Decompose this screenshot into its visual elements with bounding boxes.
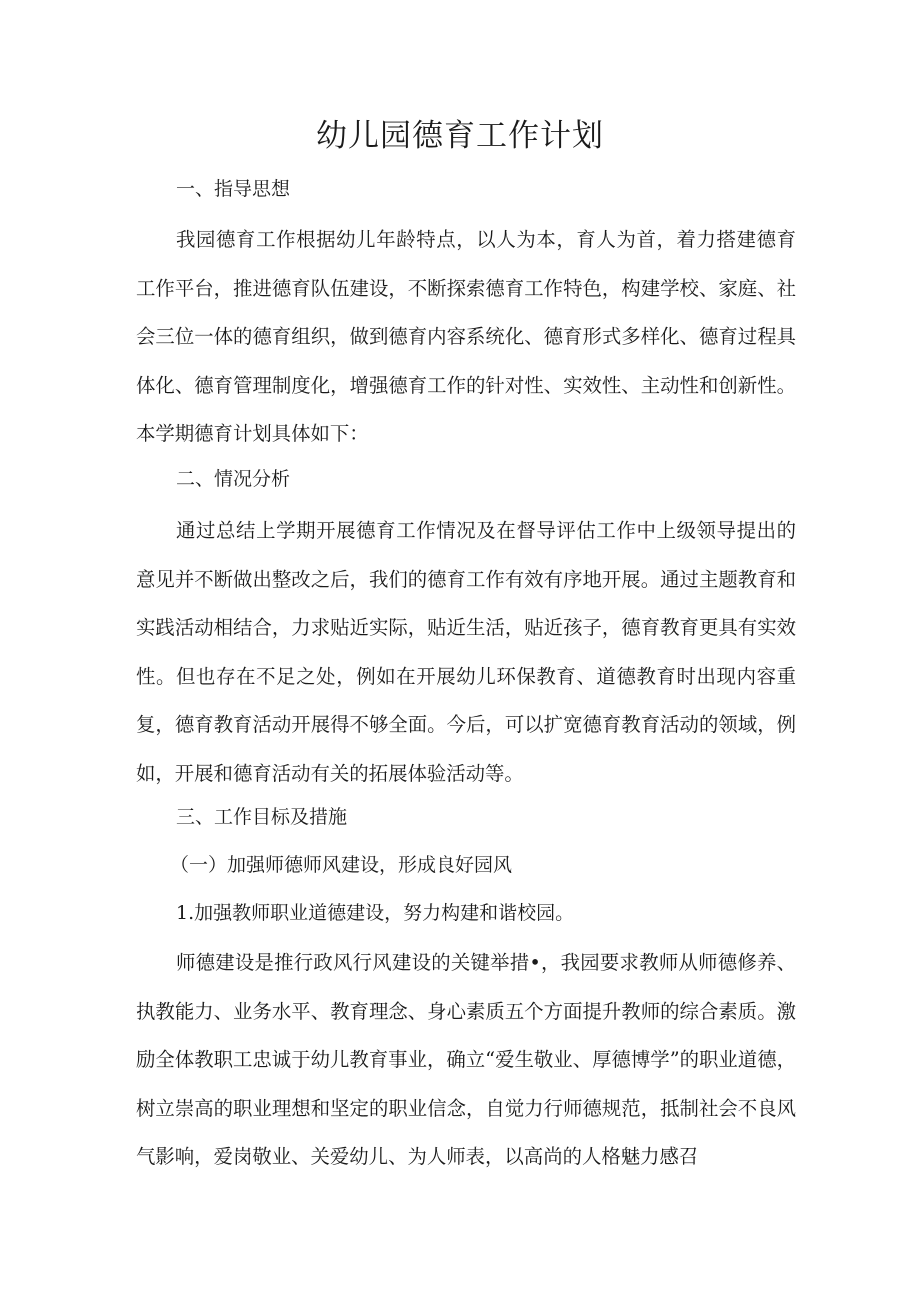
section-heading-goals-and-measures: 三、工作目标及措施 [176,806,348,828]
subsection-heading-teacher-ethics: （一）加强师德师风建设，形成良好园风 [170,854,513,876]
page-title: 幼儿园德育工作计划 [316,118,604,154]
section-heading-situation-analysis: 二、情况分析 [176,468,291,490]
section-heading-guiding-ideology: 一、指导思想 [176,178,291,200]
paragraph-professional-ethics: 师德建设是推行政风行风建设的关键举措•，我园要求教师从师德修养、执教能力、业务水平、教育理念、身心素质五个方面提升教师的综合素质。激励全体教职工忠诚于幼儿教育事业，确立“爱生敬业、厚德博学”的职业道德，树立崇高的职业理想和坚定的职业信念，自觉力行师德规范，抵制社会不良风气影响，爱岗敬业、关爱幼儿、为人师表，以高尚的人格魅力感召 [136,951,796,1168]
item-heading-professional-ethics: 1.加强教师职业道德建设，努力构建和谐校园。 [176,902,575,924]
paragraph-guiding-ideology: 我园德育工作根据幼儿年龄特点，以人为本，育人为首，着力搭建德育工作平台，推进德育队伍建设，不断探索德育工作特色，构建学校、家庭、社会三位一体的德育组织，做到德育内容系统化、德育形式多样化、德育过程具体化、德育管理制度化，增强德育工作的针对性、实效性、主动性和创新性。本学期德育计划具体如下： [136,228,796,445]
paragraph-situation-analysis: 通过总结上学期开展德育工作情况及在督导评估工作中上级领导提出的意见并不断做出整改之后，我们的德育工作有效有序地开展。通过主题教育和实践活动相结合，力求贴近实际，贴近生活，贴近孩子，德育教育更具有实效性。但也存在不足之处，例如在开展幼儿环保教育、道德教育时出现内容重复，德育教育活动开展得不够全面。今后，可以扩宽德育教育活动的领域，例如，开展和德育活动有关的拓展体验活动等。 [136,519,796,785]
